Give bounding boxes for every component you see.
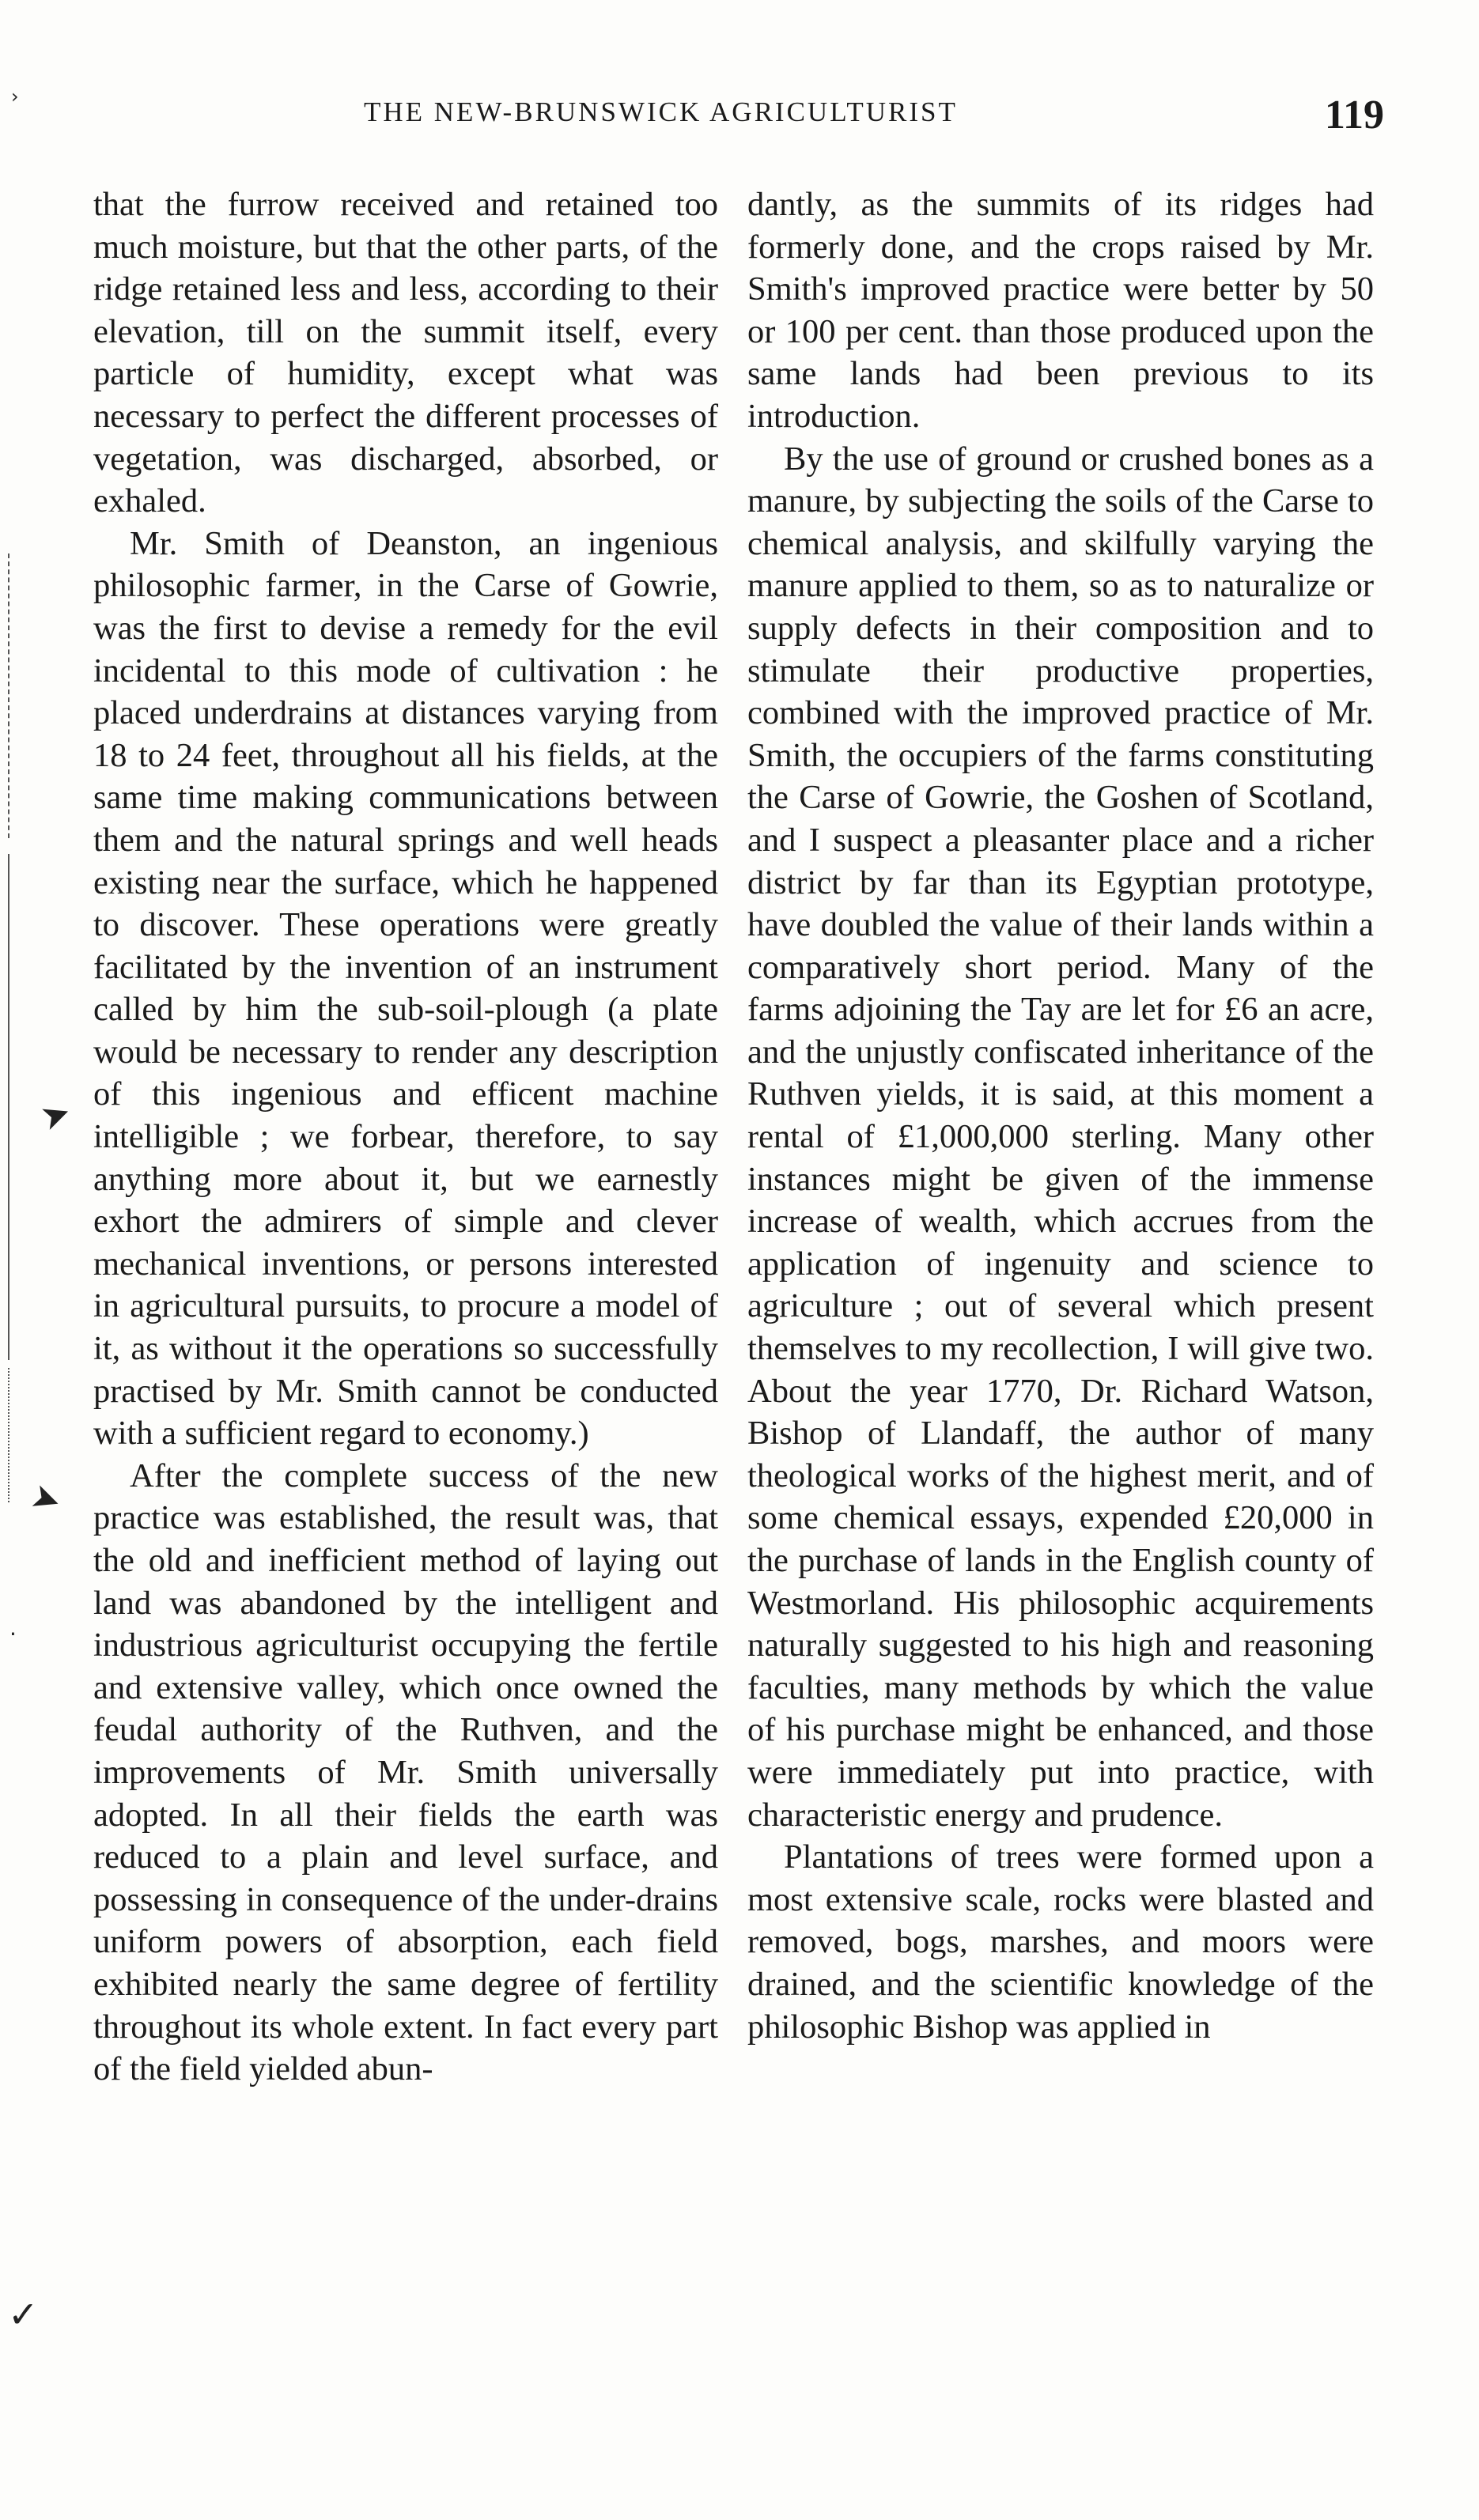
margin-tick-mark: › — [11, 85, 19, 108]
paragraph-left-2: Mr. Smith of Deanston, an ingenious philosophic farmer, in the Carse of Gowrie, was the first to devise a remedy for the evil incidental to this mode of cultivation : he placed underdrains at distances varying from 18 to 24 feet, throughout all his fields, at the same time making communications between them and the natural springs and well heads existing near the surface, which he happened to discover. These operations were greatly facilitated by the invention of an instrument called by him the sub-soil-plough (a plate would be necessary to render any description of this ingenious and efficent machine intelligible ; we forbear, therefore, to say anything more about it, but we earnestly exhort the admirers of simple and clever mechanical inventions, or persons interested in agricultural pursuits, to procure a model of it, as without it the operations so successfully practised by Mr. Smith cannot be conducted with a sufficient regard to economy.) — [93, 524, 718, 1453]
margin-pencil-line — [8, 553, 9, 838]
paragraph-right-3: Plantations of trees were formed upon a most extensive scale, rocks were blasted and removed, bogs, marshes, and moors were drained, and the scientific knowledge of the philosophic Bishop was applied in — [747, 1838, 1374, 2046]
paragraph-right-1: dantly, as the summits of its ridges had formerly done, and the crops raised by Mr. Smith's improved practice were better by 50 or 100 per cent. than those produced upon the same lands had been previous to its introduction. — [747, 186, 1374, 435]
left-column — [93, 183, 718, 2091]
running-title: THE NEW-BRUNSWICK AGRICULTURIST — [364, 96, 958, 127]
margin-pencil-line — [8, 1368, 9, 1502]
margin-dot-mark: · — [9, 1621, 17, 1647]
margin-pointer-mark-icon: ➤ — [25, 1475, 67, 1523]
margin-checkmark-icon: ✓ — [8, 2293, 39, 2336]
right-column — [747, 183, 1374, 2048]
running-head — [71, 93, 1416, 144]
margin-pointer-mark-icon: ➤ — [35, 1091, 77, 1139]
paragraph-left-1: that the furrow received and retained too much moisture, but that the other parts, of the ridge retained less and less, according to their elevation, till on the summit itself, every particle of humidity, except what was necessary to perfect the different processes of vegetation, was discharged, absorbed, or exhaled. — [93, 186, 718, 520]
page-number: 119 — [1324, 93, 1384, 138]
paragraph-left-3: After the complete success of the new practice was established, the result was, that the old and inefficient method of laying out land was abandoned by the intelligent and industrious agriculturist occupying the fertile and extensive valley, which once owned the feudal authority of the Ruthven, and the improvements of Mr. Smith universally adopted. In all their fields the earth was reduced to a plain and level surface, and possessing in consequence of the under-drains uniform powers of absorption, each field exhibited nearly the same degree of fertility throughout its whole extent. In fact every part of the field yielded abun- — [93, 1456, 718, 2088]
paragraph-right-2: By the use of ground or crushed bones as a manure, by subjecting the soils of the Carse to chemical analysis, and skilfully varying the manure applied to them, so as to naturalize or supply defects in their composition and to stimulate their productive properties, combined with the improved practice of Mr. Smith, the occupiers of the farms constituting the Carse of Gowrie, the Goshen of Scotland, and I suspect a pleasanter place and a richer district by far than its Egyptian prototype, have doubled the value of their lands within a comparatively short period. Many of the farms adjoining the Tay are let for £6 an acre, and the unjustly confiscated inheritance of the Ruthven yields, it is said, at this moment a rental of £1,000,000 sterling. Many other instances might be given of the immense increase of wealth, which accrues from the application of ingenuity and science to agriculture ; out of several which present themselves to my recollection, I will give two. About the year 1770, Dr. Richard Watson, Bishop of Llandaff, the author of many theological works of the highest merit, and of some chemical essays, expended £20,000 in the purchase of lands in the English county of Westmorland. His philosophic acquirements naturally suggested to his high and reasoning faculties, many methods by which the value of his purchase might be enhanced, and those were immediately put into practice, with characteristic energy and prudence. — [747, 440, 1374, 1834]
margin-pencil-line — [8, 854, 9, 1360]
